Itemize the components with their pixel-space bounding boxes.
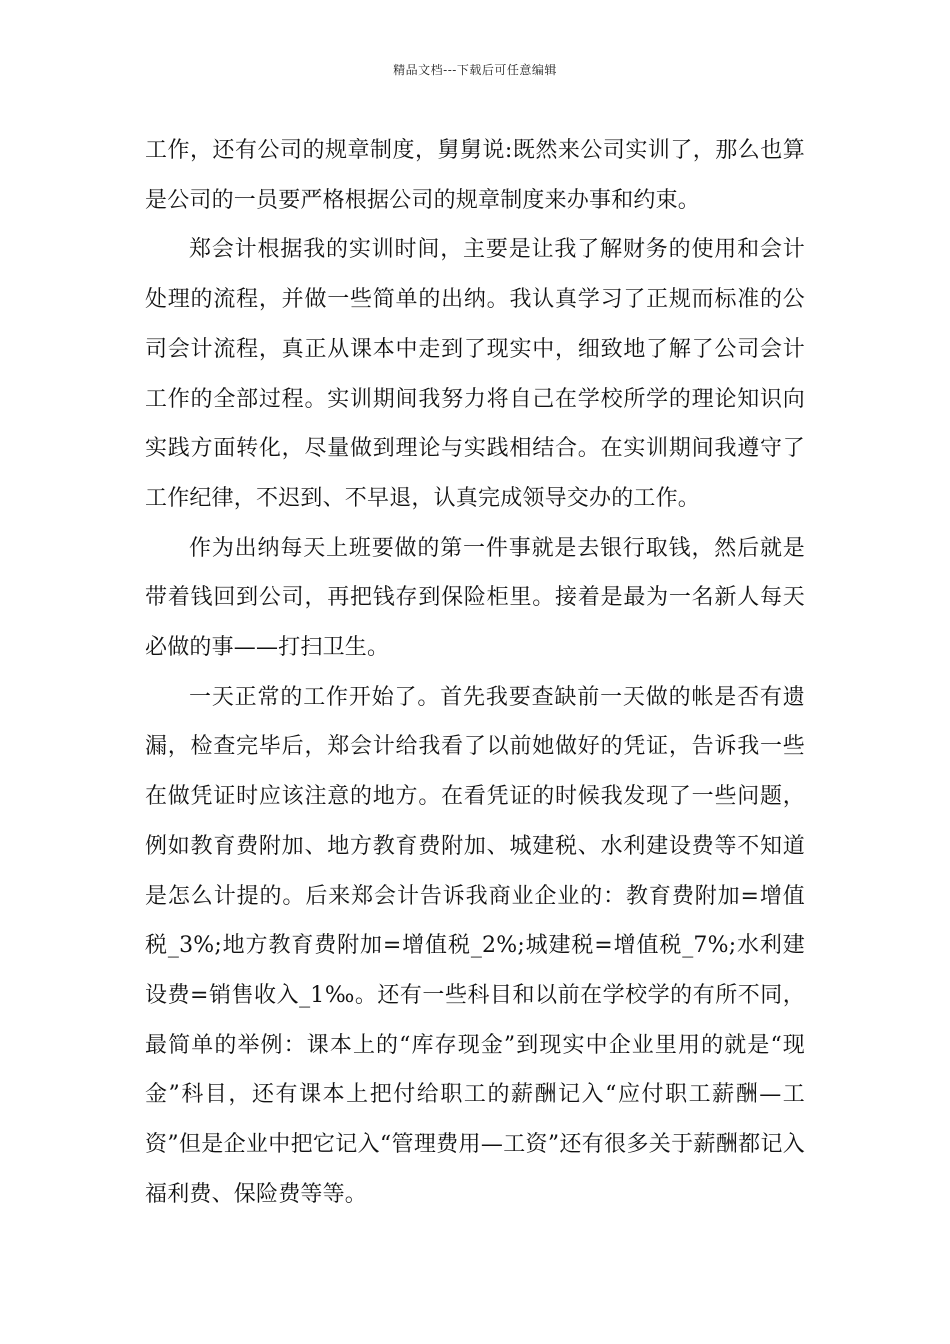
paragraph: 郑会计根据我的实训时间，主要是让我了解财务的使用和会计处理的流程，并做一些简单的出纳。我认真学习了正规而标准的公司会计流程，真正从课本中走到了现实中，细致地了解了公司会计工作的全部过程。实训期间我努力将自己在学校所学的理论知识向实践方面转化，尽量做到理论与实践相结合。在实训期间我遵守了工作纪律，不迟到、不早退，认真完成领导交办的工作。 (145, 237, 805, 511)
paragraph: 作为出纳每天上班要做的第一件事就是去银行取钱，然后就是带着钱回到公司，再把钱存到保险柜里。接着是最为一名新人每天必做的事——打扫卫生。 (145, 535, 805, 661)
document-body (145, 126, 805, 1219)
paragraph: 一天正常的工作开始了。首先我要查缺前一天做的帐是否有遗漏，检查完毕后，郑会计给我看了以前她做好的凭证，告诉我一些在做凭证时应该注意的地方。在看凭证的时候我发现了一些问题，例如教育费附加、地方教育费附加、城建税、水利建设费等不知道是怎么计提的。后来郑会计告诉我商业企业的：教育费附加=增值税_3%;地方教育费附加=增值税_2%;城建税=增值税_7%;水利建设费=销售收入_1‰。还有一些科目和以前在学校学的有所不同，最简单的举例：课本上的“库存现金”到现实中企业里用的就是“现金”科目，还有课本上把付给职工的薪酬记入“应付职工薪酬—工资”但是企业中把它记入“管理费用—工资”还有很多关于薪酬都记入福利费、保险费等等。 (145, 684, 805, 1207)
paragraph-continuation: 工作，还有公司的规章制度，舅舅说:既然来公司实训了，那么也算是公司的一员要严格根据公司的规章制度来办事和约束。 (145, 138, 805, 213)
page-header: 精品文档---下载后可任意编辑 (393, 63, 557, 77)
